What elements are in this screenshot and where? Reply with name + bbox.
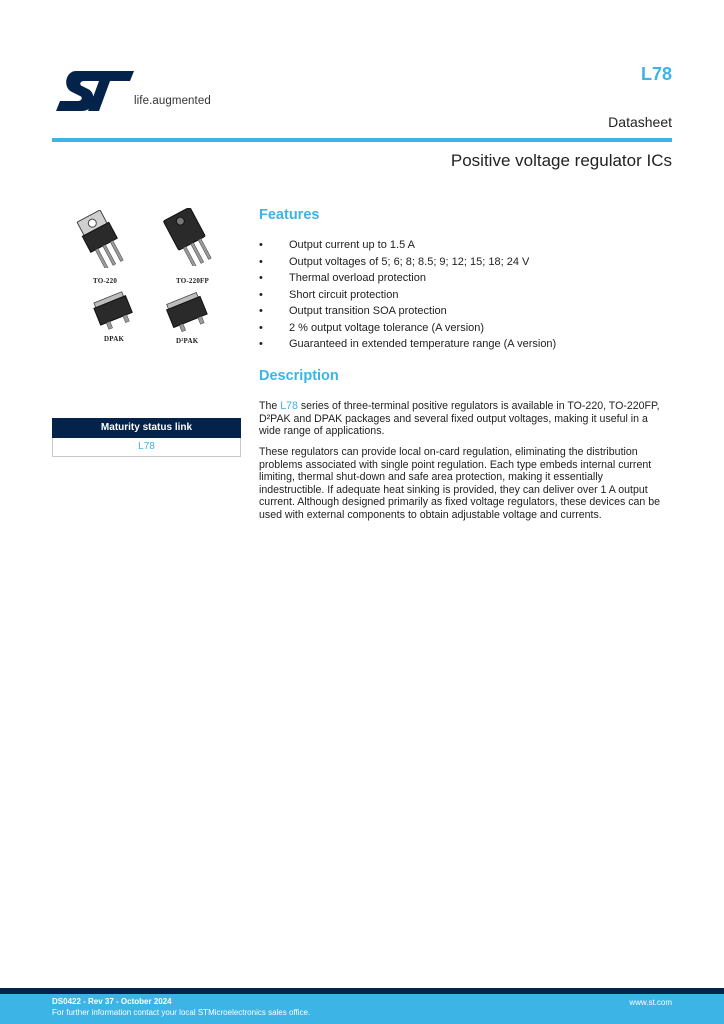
package-label-to220fp: TO-220FP xyxy=(176,277,209,285)
list-item: • Short circuit protection xyxy=(259,288,399,301)
page-title: Positive voltage regulator ICs xyxy=(450,151,672,170)
bullet-icon: • xyxy=(259,239,263,251)
footer-contact: For further information contact your local STMicroelectronics sales office. xyxy=(52,1008,311,1017)
bullet-icon: • xyxy=(259,305,263,317)
bullet-icon: • xyxy=(259,288,263,301)
d2pak-package-icon xyxy=(164,292,212,337)
features-heading: Features xyxy=(259,207,320,223)
description-heading: Description xyxy=(259,368,339,384)
dpak-package-icon xyxy=(90,290,138,335)
bullet-icon: • xyxy=(259,338,263,350)
maturity-status-header: Maturity status link xyxy=(52,418,241,438)
bullet-icon: • xyxy=(259,321,263,334)
list-item: • 2 % output voltage tolerance (A version) xyxy=(259,321,485,334)
description-paragraph-1: The L78 series of three-terminal positive regulators is available in TO-220, TO-220FP, D²PAK and DPAK packages and several fixed output voltages, making it useful in a wide range of applications. xyxy=(259,400,660,437)
header-divider xyxy=(52,138,672,142)
part-number: L78 xyxy=(640,64,672,84)
footer-url-link[interactable]: www.st.com xyxy=(629,998,672,1007)
list-item: • Output voltages of 5; 6; 8; 8.5; 9; 12; 15; 18; 24 V xyxy=(259,255,530,268)
bullet-icon: • xyxy=(259,272,263,284)
list-item: • Guaranteed in extended temperature range (A version) xyxy=(259,338,557,350)
maturity-status-link[interactable]: L78 xyxy=(52,438,241,457)
list-item: • Output current up to 1.5 A xyxy=(259,239,415,251)
to220fp-package-icon xyxy=(160,208,224,271)
package-label-to220: TO-220 xyxy=(93,277,118,285)
footer-revision: DS0422 - Rev 37 - October 2024 xyxy=(52,997,172,1006)
bullet-icon: • xyxy=(259,255,263,268)
logo-tagline: life.augmented xyxy=(134,95,211,107)
l78-link[interactable]: L78 xyxy=(280,400,298,412)
to220-package-icon xyxy=(72,210,136,273)
package-label-d2pak: D²PAK xyxy=(176,337,199,345)
features-list xyxy=(259,238,556,354)
st-logo-icon xyxy=(54,68,134,114)
doc-type: Datasheet xyxy=(608,114,672,130)
description-paragraph-2: These regulators can provide local on-card regulation, eliminating the distribution problems associated with single point regulation. Each type embeds internal current limiting, thermal shut-down and safe area protection, making it essentially indestructible. If adequate heat sinking is provided, they can deliver over 1 A output current. Although designed primarily as fixed voltage regulators, these devices can be used with external components to obtain adjustable voltage and currents. xyxy=(259,446,661,521)
list-item: • Thermal overload protection xyxy=(259,272,426,284)
package-label-dpak: DPAK xyxy=(104,335,125,343)
list-item: • Output transition SOA protection xyxy=(259,305,447,317)
st-logo[interactable] xyxy=(54,68,229,118)
maturity-status-table xyxy=(52,418,241,457)
